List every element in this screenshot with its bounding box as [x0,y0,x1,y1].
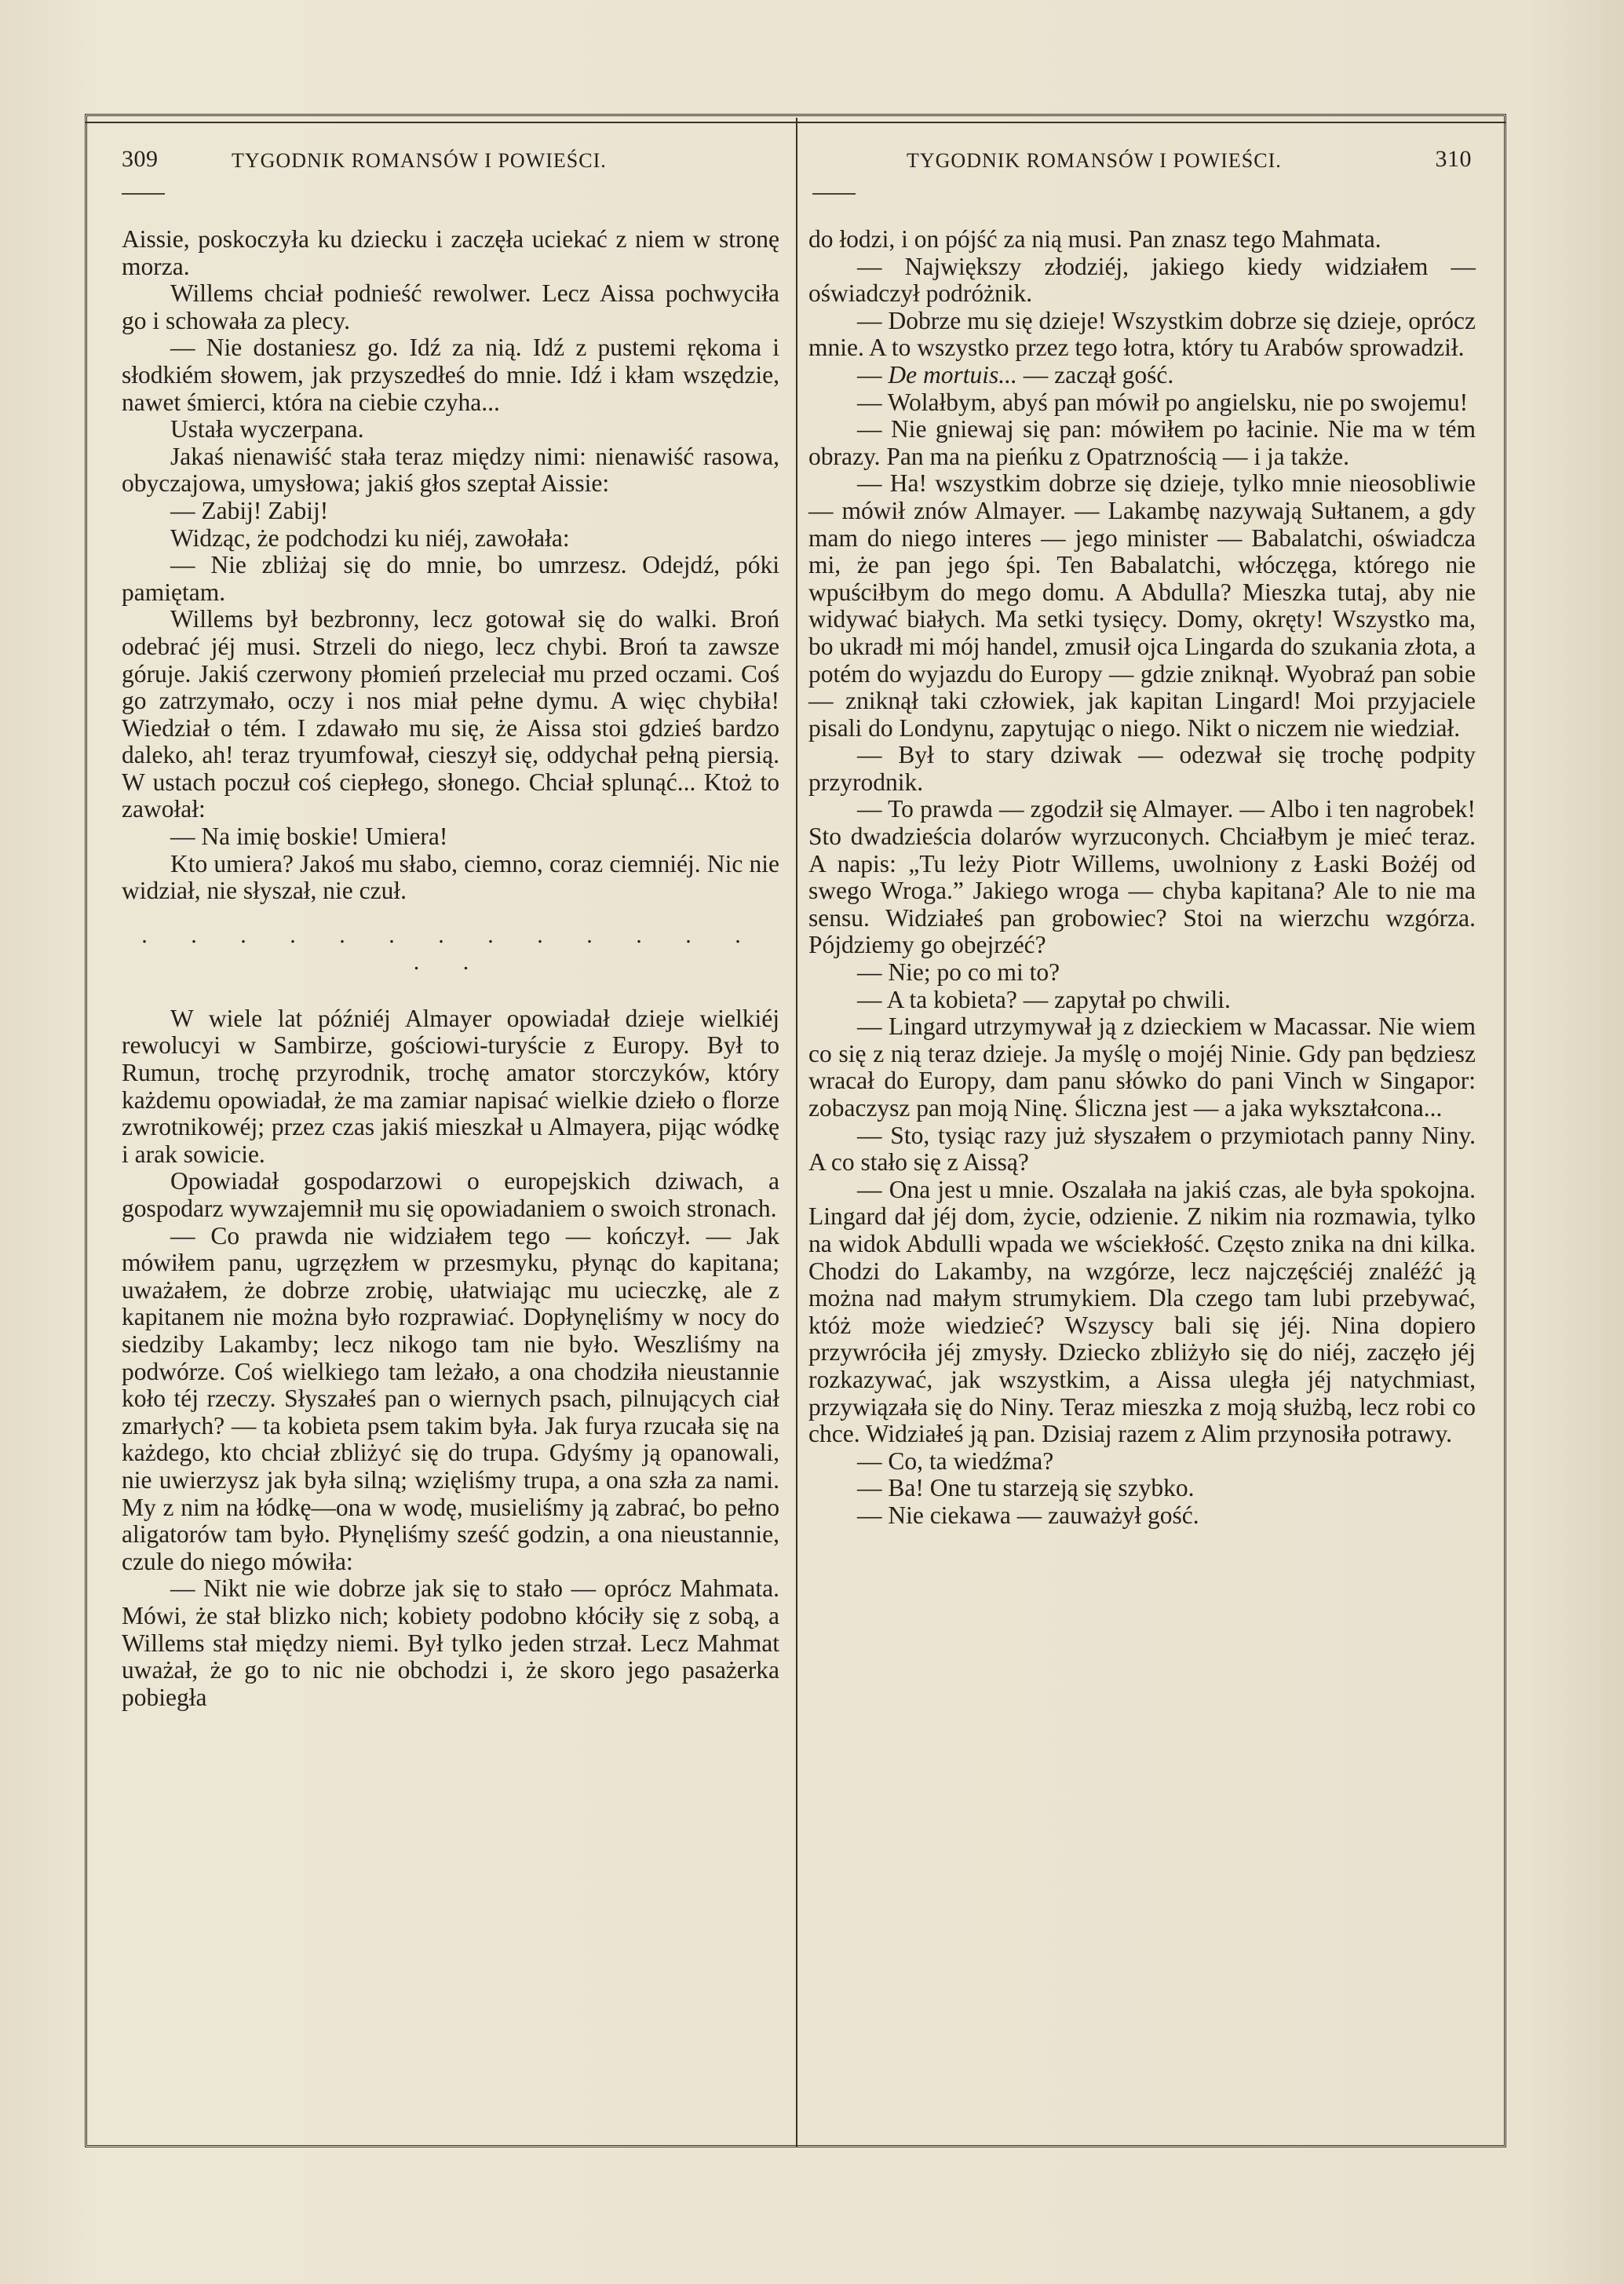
paragraph: Opowiadał gospodarzowi o europejskich dziwach, a gospodarz wywzajemnił mu się opowiadaniem o swoich stronach. [122,1167,779,1222]
paragraph [808,362,1476,389]
running-title-left: TYGODNIK ROMANSÓW I POWIEŚCI. [232,149,607,172]
paragraph: — Lingard utrzymywał ją z dzieckiem w Macassar. Nie wiem co się z nią teraz dzieje. Ja myślę o mojéj Ninie. Gdy pan będziesz wracał do Europy, dam panu słówko do pani Vinch w Singapor: zobaczysz pan moją Ninę. Śliczna jest — a jaka wykształcona... [808,1012,1476,1122]
paragraph: — Wolałbym, abyś pan mówił po angielsku, nie po swojemu! [857,388,1469,416]
paragraph: — Ona jest u mnie. Oszalała na jakiś czas, ale była spokojna. Lingard dał jéj dom, życie, odzienie. Z nikim nia rozmawia, tylko na widok Abdulli wpada we wściekłość. Często znika na dni kilka. Chodzi do Lakamby, na wzgórze, lecz najczęściéj znaléźć ją można nad małym strumykiem. Dla czego tam lubi przebywać, któż może wiedzieć? Wszyscy bali się jéj. Nina dopiero przywróciła jéj zmysły. Dziecko zbliżyło się do niéj, zaczęło jéj rozkazywać, jak wszystkim, a Aissa uległa jéj natychmiast, przywiązała się do Niny. Teraz mieszka z moją służbą, lecz robi co chce. Widziałeś ją pan. Dzisiaj razem z Alim przynosiła potrawy. [808,1175,1476,1448]
paragraph: — Był to stary dziwak — odezwał się trochę podpity przyrodnik. [808,741,1476,796]
dash: — [857,360,889,389]
page-number-right: 310 [1435,146,1472,172]
column-divider [796,118,797,2147]
paragraph: — Co prawda nie widziałem tego — kończył. — Jak mówiłem panu, ugrzęzłem w przesmyku, płynąc do kapitana; uważałem, że dobrze zrobię, ułatwiając mu ucieczkę, ale z kapitanem nie można było rozprawiać. Dopłynęliśmy w nocy do siedziby Lakamby; lecz nikogo tam nie było. Weszliśmy na podwórze. Coś wielkiego tam leżało, a ona chodziła nieustannie koło téj rzeczy. Słyszałeś pan o wiernych psach, pilnujących ciał zmarłych? — ta kobieta psem takim była. Jak furya rzucała się na każdego, kto chciał zbliżyć się do trupa. Gdyśmy ją opanowali, nie uwierzysz jak była silną; wzięliśmy trupa, a ona szła za nami. My z nim na łódkę—ona w wodę, musieliśmy ją zabrać, bo pełno aligatorów tam było. Płynęliśmy sześć godzin, a ona nieustannie, czule do niego mówiła: [122,1221,779,1575]
paragraph: — A ta kobieta? — zapytał po chwili. [857,985,1231,1013]
header-rule-right-short [812,193,856,195]
paragraph: Willems był bezbronny, lecz gotował się do walki. Broń odebrać jéj musi. Strzeli do niego, lecz chybi. Broń ta zawsze góruje. Jakiś czerwony płomień przeleciał mu przed oczami. Coś go zatrzymało, oczy i nos miał pełne dymu. A więc chybiła! Wiedział o tém. I zdawało mu się, że Aissa stoi gdzieś bardzo daleko, ah! teraz tryumfował, cieszył się, oddychał pełną piersią. W ustach poczuł coś ciepłego, słonego. Chciał splunąć... Ktoż to zawołał: [122,605,779,823]
paragraph: W wiele lat późniéj Almayer opowiadał dzieje wielkiéj rewolucyi w Sambirze, gościowi-turyście z Europy. Był to Rumun, trochę przyrodnik, trochę amator storczyków, który każdemu opowiadał, że ma zamiar napisać wielkie dzieło o florze zwrotnikowéj; przez czas jakiś mieszkał u Almayera, pijąc wódkę i arak sowicie. [122,1004,779,1168]
page-number-left: 309 [122,146,159,172]
paragraph: — Największy złodziéj, jakiego kiedy widziałem — oświadczył podróżnik. [808,252,1476,308]
text-run: — zaczął gość. [1016,360,1174,389]
paragraph: — Zabij! Zabij! [170,496,329,524]
paragraph: Jakaś nienawiść stała teraz między nimi: nienawiść rasowa, obyczajowa, umysłowa; jakiś głos szeptał Aissie: [122,442,779,498]
right-column [808,226,1476,1530]
latin-phrase: De mortuis... [888,360,1017,389]
paragraph: — Na imię boskie! Umiera! [170,823,448,851]
paragraph: — Nikt nie wie dobrze jak się to stało — oprócz Mahmata. Mówi, że stał blizko nich; kobiety podobno kłóciły się z sobą, a Willems stał między niemi. Był tylko jeden strzał. Lecz Mahmat uważał, że go to nic nie obchodzi i, że skoro jego pasażerka pobiegła [122,1574,779,1711]
section-dots: . . . . . . . . . . . . . . . [141,921,760,976]
paragraph: — Nie zbliżaj się do mnie, bo umrzesz. Odejdź, póki pamiętam. [122,551,779,606]
paragraph: — Nie dostaniesz go. Idź za nią. Idź z pustemi rękoma i słodkiém słowem, jak przyszedłeś do mnie. Idź i kłam wszędzie, nawet śmierci, która na ciebie czyha... [122,334,779,416]
header-left [122,146,765,177]
paragraph: — Nie gniewaj się pan: mówiłem po łacinie. Nie ma w tém obrazy. Pan ma na pieńku z Opatrznością — i ja także. [808,415,1476,470]
paragraph: — Sto, tysiąc razy już słyszałem o przymiotach panny Niny. A co stało się z Aissą? [808,1121,1476,1177]
paragraph: Widząc, że podchodzi ku niéj, zawołała: [170,524,570,552]
header-right [812,146,1472,177]
paragraph: — Ha! wszystkim dobrze się dzieje, tylko mnie nieosobliwie — mówił znów Almayer. — Lakambę nazywają Sułtanem, a gdy mam do niego interes — jego minister — Babalatchi, oświadcza mi, że pan jego śpi. Ten Babalatchi, włóczęga, którego nie wpuściłbym do mego domu. A Abdulla? Mieszka tutaj, aby nie widywać białych. Ma setki tysięcy. Domy, okręty! Wszystko ma, bo ukradł mi mój handel, zmusił ojca Lingarda do szukania złota, a potém do wyjazdu do Europy — gdzie zniknął. Wyobraź pan sobie — zniknął taki człowiek, jak kapitan Lingard! Moi przyjaciele pisali do Londynu, zapytując o niego. Nikt o niczem nie wiedział. [808,469,1476,742]
paragraph: — Nie ciekawa — zauważył gość. [857,1501,1199,1529]
paragraph: Ustała wyczerpana. [170,415,364,443]
paragraph: do łodzi, i on pójść za nią musi. Pan znasz tego Mahmata. [808,225,1381,253]
paragraph: — Ba! One tu starzeją się szybko. [857,1474,1195,1502]
left-column [122,226,779,1711]
header-rule-left-short [122,193,165,195]
paragraph: — Dobrze mu się dzieje! Wszystkim dobrze się dzieje, oprócz mnie. A to wszystko przez tego łotra, który tu Arabów sprowadził. [808,306,1476,362]
paragraph: Kto umiera? Jakoś mu słabo, ciemno, coraz ciemniéj. Nic nie widział, nie słyszał, nie czuł. [122,849,779,905]
paragraph: — Co, ta wiedźma? [857,1447,1054,1475]
paragraph: Aissie, poskoczyła ku dziecku i zaczęła uciekać z niem w stronę morza. [122,225,779,280]
paragraph: — To prawda — zgodził się Almayer. — Albo i ten nagrobek! Sto dwadzieścia dolarów wyrzuconych. Chciałbym je mieć teraz. A napis: „Tu leży Piotr Willems, uwolniony z Łaski Bożéj od swego Wroga.” Jakiego wroga — chyba kapitana? Ale to nie ma sensu. Widziałeś pan grobowiec? Stoi na wierzchu wzgórza. Pójdziemy go obejrzéć? [808,795,1476,959]
running-title-right: TYGODNIK ROMANSÓW I POWIEŚCI. [907,149,1282,172]
paragraph: — Nie; po co mi to? [857,958,1060,987]
paragraph: Willems chciał podnieść rewolwer. Lecz Aissa pochwyciła go i schowała za plecy. [122,279,779,334]
